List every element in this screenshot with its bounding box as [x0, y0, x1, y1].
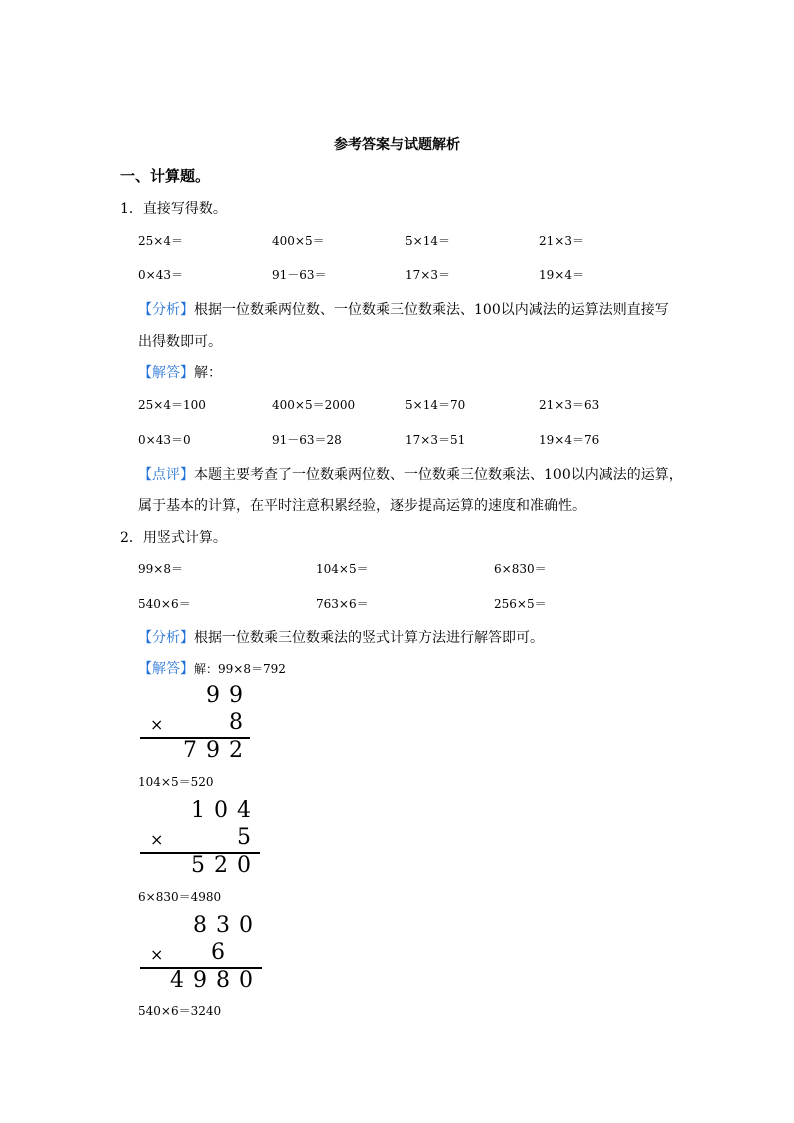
q2-problem: 540×6＝ — [138, 597, 191, 611]
answer-tag: 【解答】 — [138, 365, 194, 381]
multiplicand: 104 — [191, 798, 260, 823]
q2-problem: 104×5＝ — [316, 562, 369, 576]
q1-problem: 0×43＝ — [138, 268, 183, 282]
q1-problem: 21×3＝ — [539, 234, 584, 248]
q1-comment — [138, 464, 683, 484]
answer-intro-text: 解：99×8＝792 — [194, 662, 286, 676]
multiplicand: 99 — [206, 683, 252, 708]
q2-problem: 6×830＝ — [494, 562, 547, 576]
vertical-calc-830x6 — [140, 913, 262, 995]
q1-problem: 400×5＝ — [272, 234, 325, 248]
q1-answer-intro — [138, 362, 222, 382]
question-1-label: 1．直接写得数。 — [120, 201, 227, 217]
q1-answer: 25×4＝100 — [138, 398, 206, 412]
q1-problem: 25×4＝ — [138, 234, 183, 248]
multiplier: 5 — [237, 825, 260, 850]
q1-comment-cont: 属于基本的计算，在平时注意积累经验，逐步提高运算的速度和准确性。 — [138, 498, 586, 514]
q1-answer: 91－63＝28 — [272, 433, 342, 447]
product: 792 — [183, 738, 252, 763]
q2-problem: 256×5＝ — [494, 597, 547, 611]
answer-tag: 【解答】 — [138, 661, 194, 677]
comment-tag: 【点评】 — [138, 467, 194, 483]
q1-answer: 400×5＝2000 — [272, 398, 356, 412]
q1-answer: 0×43＝0 — [138, 433, 191, 447]
vertical-equation: 6×830＝4980 — [138, 890, 222, 904]
times-sign: × — [150, 945, 164, 964]
product: 4980 — [170, 968, 262, 993]
comment-text: 本题主要考查了一位数乘两位数、一位数乘三位数乘法、100以内减法的运算， — [194, 467, 683, 483]
q1-problem: 5×14＝ — [405, 234, 450, 248]
vertical-calc-104x5 — [140, 798, 260, 880]
q1-problem: 19×4＝ — [539, 268, 584, 282]
q2-problem: 763×6＝ — [316, 597, 369, 611]
vertical-equation: 104×5＝520 — [138, 775, 214, 789]
q1-answer: 19×4＝76 — [539, 433, 600, 447]
q2-problem: 99×8＝ — [138, 562, 183, 576]
times-sign: × — [150, 830, 164, 849]
analysis-text: 根据一位数乘两位数、一位数乘三位数乘法、100以内减法的运算法则直接写 — [194, 302, 669, 318]
vertical-equation: 540×6＝3240 — [138, 1004, 222, 1018]
q2-analysis — [138, 627, 544, 647]
analysis-text: 根据一位数乘三位数乘法的竖式计算方法进行解答即可。 — [194, 630, 544, 646]
question-2-label: 2．用竖式计算。 — [120, 530, 227, 546]
q1-analysis — [138, 299, 669, 319]
q1-answer: 17×3＝51 — [405, 433, 466, 447]
answer-intro-text: 解： — [194, 365, 222, 381]
q1-analysis-cont: 出得数即可。 — [138, 334, 222, 350]
multiplier: 8 — [229, 710, 252, 735]
times-sign: × — [150, 715, 164, 734]
section-heading: 一、计算题。 — [120, 167, 211, 185]
multiplicand: 830 — [193, 913, 262, 938]
q1-problem: 17×3＝ — [405, 268, 450, 282]
vertical-calc-99x8 — [140, 683, 252, 765]
product: 520 — [191, 853, 260, 878]
q1-answer: 5×14＝70 — [405, 398, 466, 412]
page-title: 参考答案与试题解析 — [334, 137, 460, 153]
analysis-tag: 【分析】 — [138, 630, 194, 646]
analysis-tag: 【分析】 — [138, 302, 194, 318]
q1-answer: 21×3＝63 — [539, 398, 600, 412]
q1-problem: 91－63＝ — [272, 268, 327, 282]
q2-answer-intro — [138, 658, 286, 678]
multiplier: 6 — [211, 940, 234, 965]
